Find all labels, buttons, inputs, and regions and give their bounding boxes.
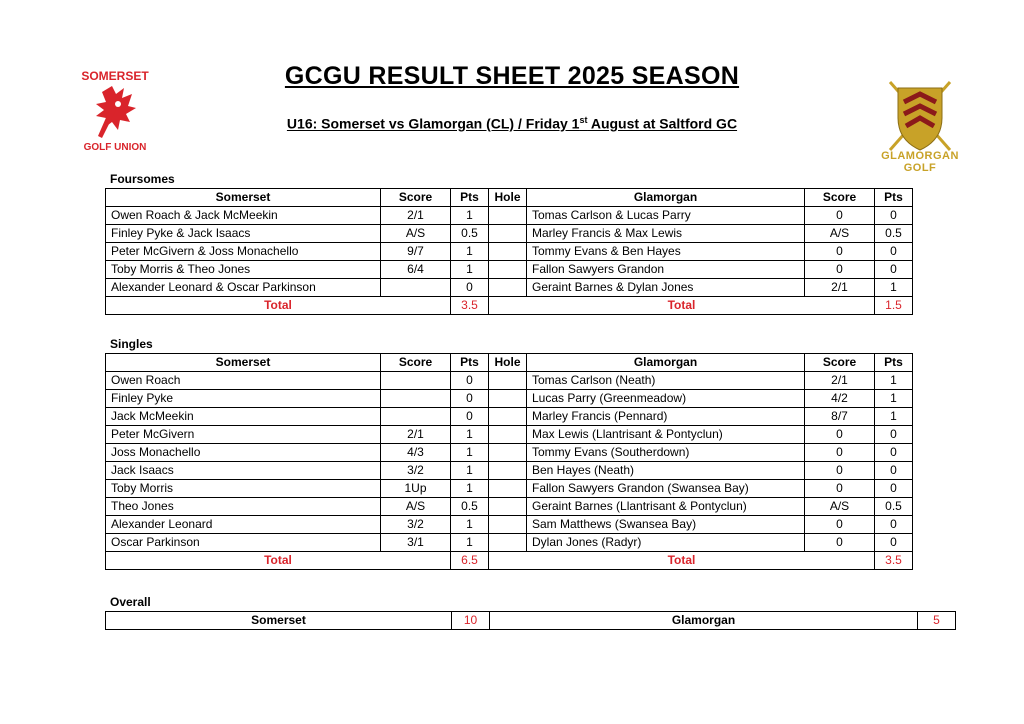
- table-cell: 1: [451, 426, 489, 444]
- table-cell: [489, 390, 527, 408]
- table-cell: Jack McMeekin: [106, 408, 381, 426]
- column-header: Somerset: [106, 354, 381, 372]
- table-cell: Toby Morris & Theo Jones: [106, 261, 381, 279]
- table-cell: 0: [805, 426, 875, 444]
- table-cell: 0: [805, 480, 875, 498]
- column-header: Hole: [489, 189, 527, 207]
- table-cell: 8/7: [805, 408, 875, 426]
- table-cell: Alexander Leonard: [106, 516, 381, 534]
- table-cell: Peter McGivern & Joss Monachello: [106, 243, 381, 261]
- table-cell: [381, 279, 451, 297]
- table-cell: 0: [875, 462, 913, 480]
- table-cell: Owen Roach: [106, 372, 381, 390]
- table-cell: A/S: [805, 498, 875, 516]
- overall-somerset-label: Somerset: [106, 612, 452, 630]
- table-cell: Marley Francis (Pennard): [527, 408, 805, 426]
- golf-union-logo-text: GOLF UNION: [83, 142, 147, 153]
- table-cell: Owen Roach & Jack McMeekin: [106, 207, 381, 225]
- table-cell: Geraint Barnes (Llantrisant & Pontyclun): [527, 498, 805, 516]
- table-row: [106, 243, 913, 261]
- glamorgan-total-label: Total: [489, 297, 875, 315]
- table-cell: 0.5: [875, 225, 913, 243]
- table-cell: Ben Hayes (Neath): [527, 462, 805, 480]
- table-cell: Dylan Jones (Radyr): [527, 534, 805, 552]
- column-header: Pts: [451, 354, 489, 372]
- table-cell: 1: [451, 444, 489, 462]
- table-cell: Joss Monachello: [106, 444, 381, 462]
- table-cell: 1: [451, 534, 489, 552]
- table-cell: 1: [451, 516, 489, 534]
- singles-label: Singles: [110, 337, 153, 351]
- table-cell: 2/1: [381, 426, 451, 444]
- table-row: [106, 261, 913, 279]
- table-cell: 1: [875, 408, 913, 426]
- overall-table: [105, 611, 956, 630]
- table-cell: Alexander Leonard & Oscar Parkinson: [106, 279, 381, 297]
- table-cell: [489, 444, 527, 462]
- table-cell: [489, 534, 527, 552]
- singles-table: [105, 353, 913, 570]
- table-cell: 0.5: [451, 225, 489, 243]
- table-cell: 0: [875, 426, 913, 444]
- somerset-total-value: 3.5: [451, 297, 489, 315]
- table-cell: 1Up: [381, 480, 451, 498]
- table-cell: Tommy Evans (Southerdown): [527, 444, 805, 462]
- table-cell: 0.5: [451, 498, 489, 516]
- table-row: [106, 534, 913, 552]
- table-row: [106, 390, 913, 408]
- match-subtitle: U16: Somerset vs Glamorgan (CL) / Friday 1st August at Saltford GC: [286, 115, 738, 132]
- column-header: Pts: [451, 189, 489, 207]
- table-cell: 2/1: [805, 279, 875, 297]
- table-cell: 0: [805, 444, 875, 462]
- table-cell: Marley Francis & Max Lewis: [527, 225, 805, 243]
- page-title: GCGU RESULT SHEET 2025 SEASON: [284, 62, 740, 90]
- glamorgan-total-label: Total: [489, 552, 875, 570]
- table-cell: 4/2: [805, 390, 875, 408]
- column-header: Score: [805, 354, 875, 372]
- table-cell: A/S: [805, 225, 875, 243]
- table-cell: 9/7: [381, 243, 451, 261]
- table-cell: Finley Pyke: [106, 390, 381, 408]
- foursomes-label: Foursomes: [110, 172, 175, 186]
- table-cell: Lucas Parry (Greenmeadow): [527, 390, 805, 408]
- overall-glamorgan-total: 5: [918, 612, 956, 630]
- table-row: [106, 372, 913, 390]
- table-row: [106, 225, 913, 243]
- column-header: Glamorgan: [527, 354, 805, 372]
- table-cell: 0: [875, 480, 913, 498]
- table-cell: 0: [875, 534, 913, 552]
- table-cell: [489, 372, 527, 390]
- table-cell: A/S: [381, 498, 451, 516]
- glamorgan-total-value: 3.5: [875, 552, 913, 570]
- table-cell: 0: [875, 207, 913, 225]
- table-cell: 1: [451, 261, 489, 279]
- table-cell: 0: [805, 534, 875, 552]
- table-cell: 1: [875, 279, 913, 297]
- header-row: [106, 354, 913, 372]
- table-cell: [489, 408, 527, 426]
- column-header: Score: [805, 189, 875, 207]
- table-cell: [489, 426, 527, 444]
- table-cell: [489, 225, 527, 243]
- table-cell: [489, 462, 527, 480]
- total-row: [106, 552, 913, 570]
- table-cell: Theo Jones: [106, 498, 381, 516]
- table-cell: 3/1: [381, 534, 451, 552]
- table-cell: [489, 207, 527, 225]
- table-cell: 4/3: [381, 444, 451, 462]
- table-row: [106, 480, 913, 498]
- table-cell: 0: [875, 243, 913, 261]
- table-cell: [381, 408, 451, 426]
- table-cell: Finley Pyke & Jack Isaacs: [106, 225, 381, 243]
- table-cell: [489, 498, 527, 516]
- table-cell: 1: [451, 243, 489, 261]
- table-cell: Tommy Evans & Ben Hayes: [527, 243, 805, 261]
- table-row: [106, 516, 913, 534]
- glamorgan-total-value: 1.5: [875, 297, 913, 315]
- table-row: [106, 462, 913, 480]
- table-cell: Jack Isaacs: [106, 462, 381, 480]
- table-row: [106, 444, 913, 462]
- table-cell: [489, 261, 527, 279]
- table-cell: [489, 243, 527, 261]
- column-header: Glamorgan: [527, 189, 805, 207]
- table-cell: 0: [805, 243, 875, 261]
- table-cell: 0: [875, 444, 913, 462]
- column-header: Hole: [489, 354, 527, 372]
- table-cell: 0: [805, 261, 875, 279]
- overall-somerset-total: 10: [452, 612, 490, 630]
- table-row: [106, 408, 913, 426]
- somerset-total-label: Total: [106, 552, 451, 570]
- table-cell: 1: [451, 207, 489, 225]
- header-row: [106, 189, 913, 207]
- table-cell: [489, 516, 527, 534]
- column-header: Somerset: [106, 189, 381, 207]
- table-cell: 0: [451, 279, 489, 297]
- glamorgan-logo-text: GLAMORGAN GOLF: [881, 150, 959, 174]
- column-header: Pts: [875, 189, 913, 207]
- table-cell: 1: [875, 390, 913, 408]
- table-cell: Oscar Parkinson: [106, 534, 381, 552]
- table-cell: 2/1: [381, 207, 451, 225]
- table-cell: 1: [451, 462, 489, 480]
- table-cell: 2/1: [805, 372, 875, 390]
- table-cell: Toby Morris: [106, 480, 381, 498]
- table-cell: 0: [805, 462, 875, 480]
- total-row: [106, 297, 913, 315]
- table-cell: [381, 390, 451, 408]
- table-cell: [381, 372, 451, 390]
- column-header: Pts: [875, 354, 913, 372]
- table-cell: [489, 480, 527, 498]
- somerset-logo-text: SOMERSET: [81, 69, 149, 83]
- table-cell: [489, 279, 527, 297]
- table-cell: 0: [451, 408, 489, 426]
- table-cell: Geraint Barnes & Dylan Jones: [527, 279, 805, 297]
- table-cell: A/S: [381, 225, 451, 243]
- table-cell: 6/4: [381, 261, 451, 279]
- table-cell: 0: [451, 390, 489, 408]
- somerset-total-value: 6.5: [451, 552, 489, 570]
- table-row: [106, 498, 913, 516]
- table-cell: 0: [875, 516, 913, 534]
- table-cell: 0: [805, 516, 875, 534]
- table-cell: 3/2: [381, 516, 451, 534]
- column-header: Score: [381, 189, 451, 207]
- table-cell: Tomas Carlson & Lucas Parry: [527, 207, 805, 225]
- table-cell: Tomas Carlson (Neath): [527, 372, 805, 390]
- table-cell: 1: [875, 372, 913, 390]
- table-row: [106, 426, 913, 444]
- overall-row: [106, 612, 956, 630]
- table-cell: Sam Matthews (Swansea Bay): [527, 516, 805, 534]
- table-row: [106, 279, 913, 297]
- somerset-total-label: Total: [106, 297, 451, 315]
- table-cell: Fallon Sawyers Grandon (Swansea Bay): [527, 480, 805, 498]
- table-cell: Peter McGivern: [106, 426, 381, 444]
- table-cell: Max Lewis (Llantrisant & Pontyclun): [527, 426, 805, 444]
- table-row: [106, 207, 913, 225]
- table-cell: 0: [805, 207, 875, 225]
- overall-glamorgan-label: Glamorgan: [490, 612, 918, 630]
- table-cell: 0: [451, 372, 489, 390]
- column-header: Score: [381, 354, 451, 372]
- foursomes-table: [105, 188, 913, 315]
- table-cell: Fallon Sawyers Grandon: [527, 261, 805, 279]
- table-cell: 0: [875, 261, 913, 279]
- table-cell: 3/2: [381, 462, 451, 480]
- table-cell: 1: [451, 480, 489, 498]
- overall-label: Overall: [110, 595, 151, 609]
- table-cell: 0.5: [875, 498, 913, 516]
